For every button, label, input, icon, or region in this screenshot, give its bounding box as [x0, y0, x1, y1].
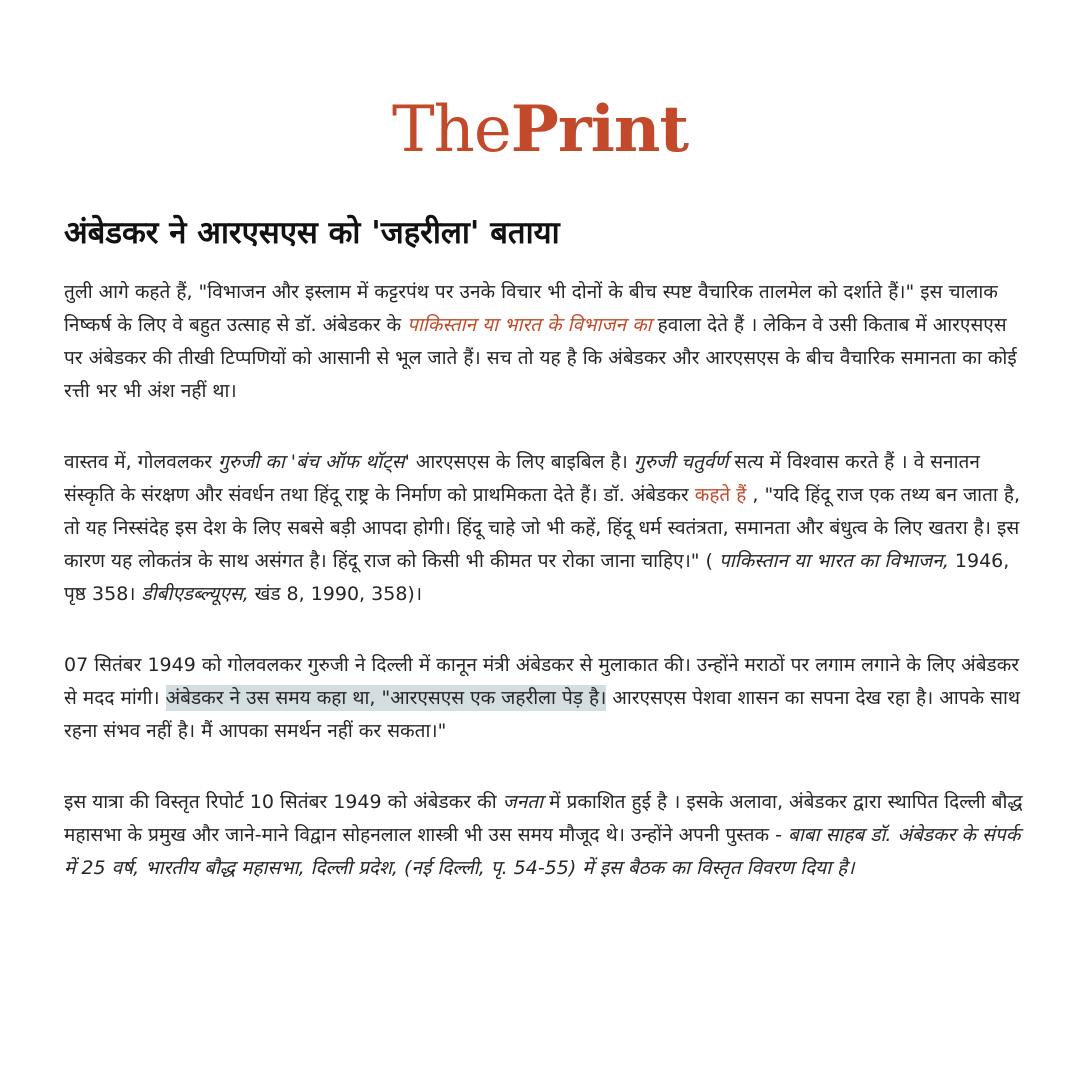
p2-text-b: आरएसएस के लिए बाइबिल है। — [409, 451, 634, 473]
theprint-logo[interactable] — [0, 92, 1080, 168]
paragraph-4 — [64, 786, 1028, 885]
highlighted-quote: अंबेडकर ने उस समय कहा था, "आरएसएस एक जहरीला पेड़ है। — [165, 687, 607, 709]
p2-italic-bunch-of-thoughts: गुरुजी का 'बंच ऑफ थॉट्स' — [218, 451, 410, 473]
paragraph-2 — [64, 446, 1028, 611]
p3-text-a: 07 सितंबर 1949 को गोलवलकर गुरुजी ने दिल्ली में कानून मंत्री अंबेडकर से मुलाकात की। उन्होंने मराठों पर लगाम लगाने के लिए अंबेडकर से मदद मांगी। — [64, 654, 1020, 709]
p2-italic-book-title: पाकिस्तान या भारत का विभाजन, — [719, 550, 949, 572]
p2-italic-chaturvarna: गुरुजी चतुर्वर्ण — [633, 451, 729, 473]
p4-italic-book-reference: बाबा साहब डॉ. अंबेडकर के संपर्क में 25 वर्ष, भारतीय बौद्ध महासभा, दिल्ली प्रदेश, (नई दिल्ली, पृ. 54-55) में इस बैठक का विस्तृत विवरण दिया है। — [64, 824, 1021, 879]
p4-text-a: इस यात्रा की विस्तृत रिपोर्ट 10 सितंबर 1949 को अंबेडकर की — [64, 791, 503, 813]
p2-text-e: 1946, पृष्ठ 358। — [64, 550, 1010, 605]
p2-text-d: , "यदि हिंदू राज एक तथ्य बन जाता है, तो यह निस्संदेह इस देश के लिए सबसे बड़ी आपदा होगी। हिंदू चाहे जो भी कहें, हिंदू धर्म स्वतंत्रता, समानता और बंधुत्व के लिए खतरा है। इस कारण यह लोकतंत्र के साथ असंगत है। हिंदू राज को किसी भी कीमत पर रोका जाना चाहिए।" ( — [64, 484, 1021, 572]
p2-text-a: वास्तव में, गोलवलकर — [64, 451, 219, 473]
ambedkar-says-link[interactable]: कहते हैं — [694, 484, 747, 506]
p1-text-a: तुली आगे कहते हैं, "विभाजन और इस्लाम में कट्टरपंथ पर उनके विचार भी दोनों के बीच स्पष्ट वैचारिक तालमेल को दर्शाते हैं।" इस चालाक निष्कर्ष के लिए वे बहुत उत्साह से डॉ. अंबेडकर के — [64, 281, 998, 336]
p3-text-b: आरएसएस पेशवा शासन का सपना देख रहा है। आपके साथ रहना संभव नहीं है। मैं आपका समर्थन नहीं कर सकता।" — [64, 687, 1021, 742]
p2-italic-dbaws: डीबीएडब्ल्यूएस, — [141, 583, 249, 605]
partition-book-link[interactable]: पाकिस्तान या भारत के विभाजन का — [407, 314, 652, 336]
article-headline: अंबेडकर ने आरएसएस को 'जहरीला' बताया — [64, 215, 560, 251]
logo-the: The — [391, 93, 511, 167]
paragraph-1 — [64, 276, 1028, 408]
article-body — [64, 276, 1028, 923]
logo-print: Print — [510, 92, 689, 167]
p2-text-f: खंड 8, 1990, 358)। — [248, 583, 423, 605]
p4-text-b: में प्रकाशित हुई है । इसके अलावा, अंबेडकर द्वारा स्थापित दिल्ली बौद्ध महासभा के प्रमुख और जाने-माने विद्वान सोहनलाल शास्त्री भी उस समय मौजूद थे। उन्होंने अपनी पुस्तक - — [64, 791, 1023, 846]
paragraph-3 — [64, 649, 1028, 748]
p1-text-b: हवाला देते हैं । लेकिन वे उसी किताब में आरएसएस पर अंबेडकर की तीखी टिप्पणियों को आसानी से भूल जाते हैं। सच तो यह है कि अंबेडकर और आरएसएस के बीच वैचारिक समानता का कोई रत्ती भर भी अंश नहीं था। — [64, 314, 1017, 402]
p2-text-c: सत्य में विश्वास करते हैं । वे सनातन संस्कृति के संरक्षण और संवर्धन तथा हिंदू राष्ट्र के निर्माण को प्राथमिकता देते हैं। डॉ. अंबेडकर — [64, 451, 980, 506]
p4-italic-janata: जनता — [502, 791, 544, 813]
